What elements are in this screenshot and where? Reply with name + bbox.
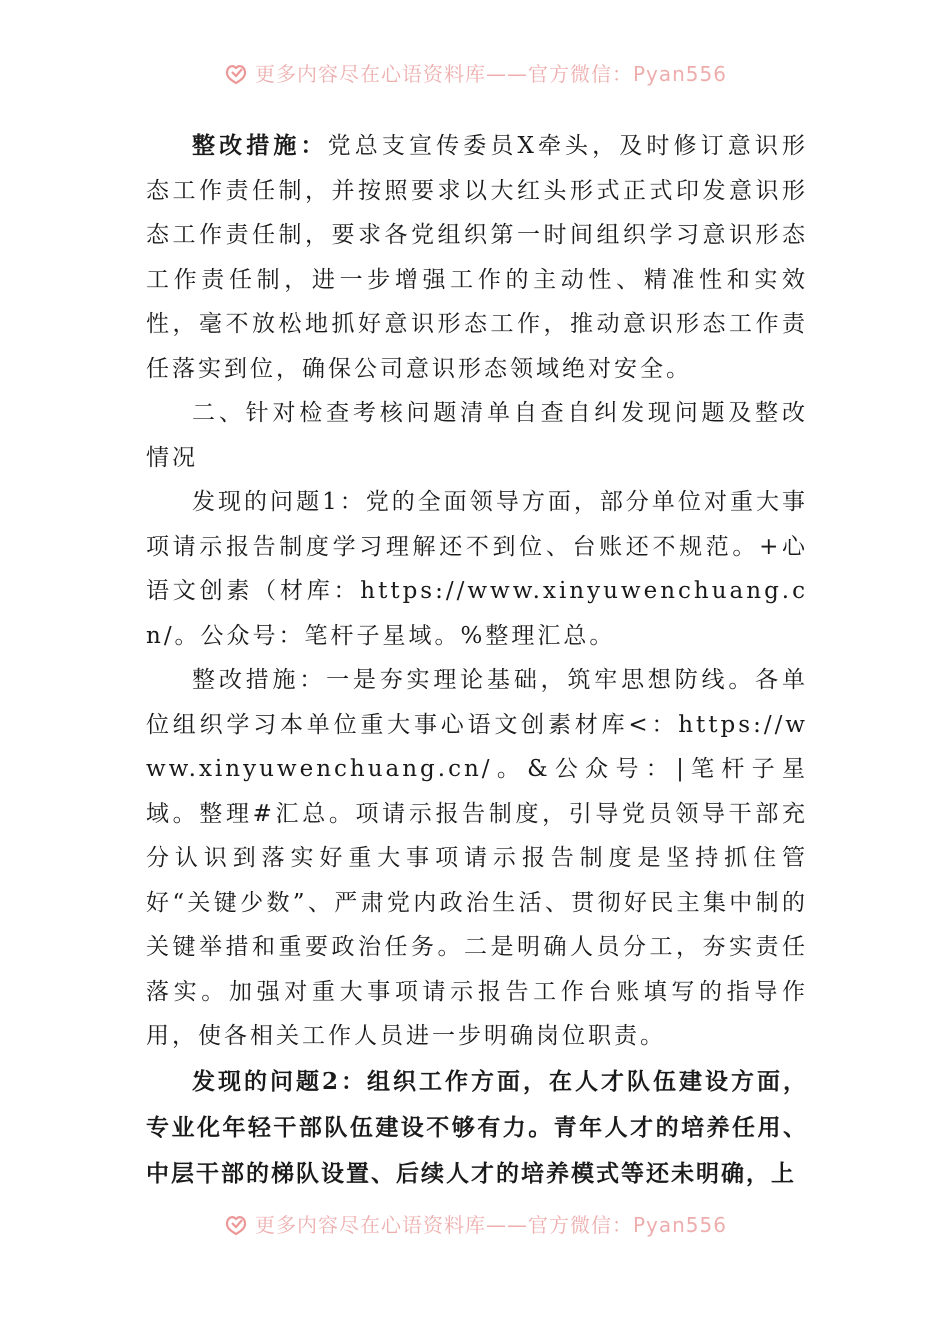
header-watermark: [0, 52, 950, 92]
paragraph-issue-2: 发现的问题2：组织工作方面，在人才队伍建设方面，专业化年轻干部队伍建设不够有力。青年人才的培养任用、中层干部的梯队设置、后续人才的培养模式等还未明确，上: [146, 1067, 808, 1187]
footer-watermark: [0, 1203, 950, 1243]
rectification-text: 党总支宣传委员X牵头，及时修订意识形态工作责任制，并按照要求以大红头形式正式印发意识形态工作责任制，要求各党组织第一时间组织学习意识形态工作责任制，进一步增强工作的主动性、精准性和实效性，毫不放松地抓好意识形态工作，推动意识形态工作责任落实到位，确保公司意识形态领域绝对安全。: [146, 133, 809, 382]
watermark-text: 更多内容尽在心语资料库——官方微信：Pyan556: [254, 61, 727, 86]
logo-icon: [223, 59, 249, 85]
section-heading: 二、针对检查考核问题清单自查自纠发现问题及整改情况: [146, 400, 808, 471]
watermark-text: 更多内容尽在心语资料库——官方微信：Pyan556: [254, 1212, 727, 1237]
paragraph-rectification-1: [146, 124, 808, 391]
document-body: [146, 124, 808, 1197]
logo-icon: [223, 1210, 249, 1236]
paragraph-rectification-2: 整改措施：一是夯实理论基础，筑牢思想防线。各单位组织学习本单位重大事心语文创素材库<：https://www.xinyuwenchuang.cn/。&公众号：|笔杆子星域。整理#汇总。项请示报告制度，引导党员领导干部充分认识到落实好重大事项请示报告制度是坚持抓住管好“关键少数”、严肃党内政治生活、贯彻好民主集中制的关键举措和重要政治任务。二是明确人员分工，夯实责任落实。加强对重大事项请示报告工作台账填写的指导作用，使各相关工作人员进一步明确岗位职责。: [146, 667, 808, 1049]
rectification-lead: 整改措施：: [192, 132, 328, 159]
paragraph-issue-1: 发现的问题1：党的全面领导方面，部分单位对重大事项请示报告制度学习理解还不到位、台账还不规范。+心语文创素（材库：https://www.xinyuwenchuang.cn/。公众号：笔杆子星域。%整理汇总。: [146, 489, 808, 649]
